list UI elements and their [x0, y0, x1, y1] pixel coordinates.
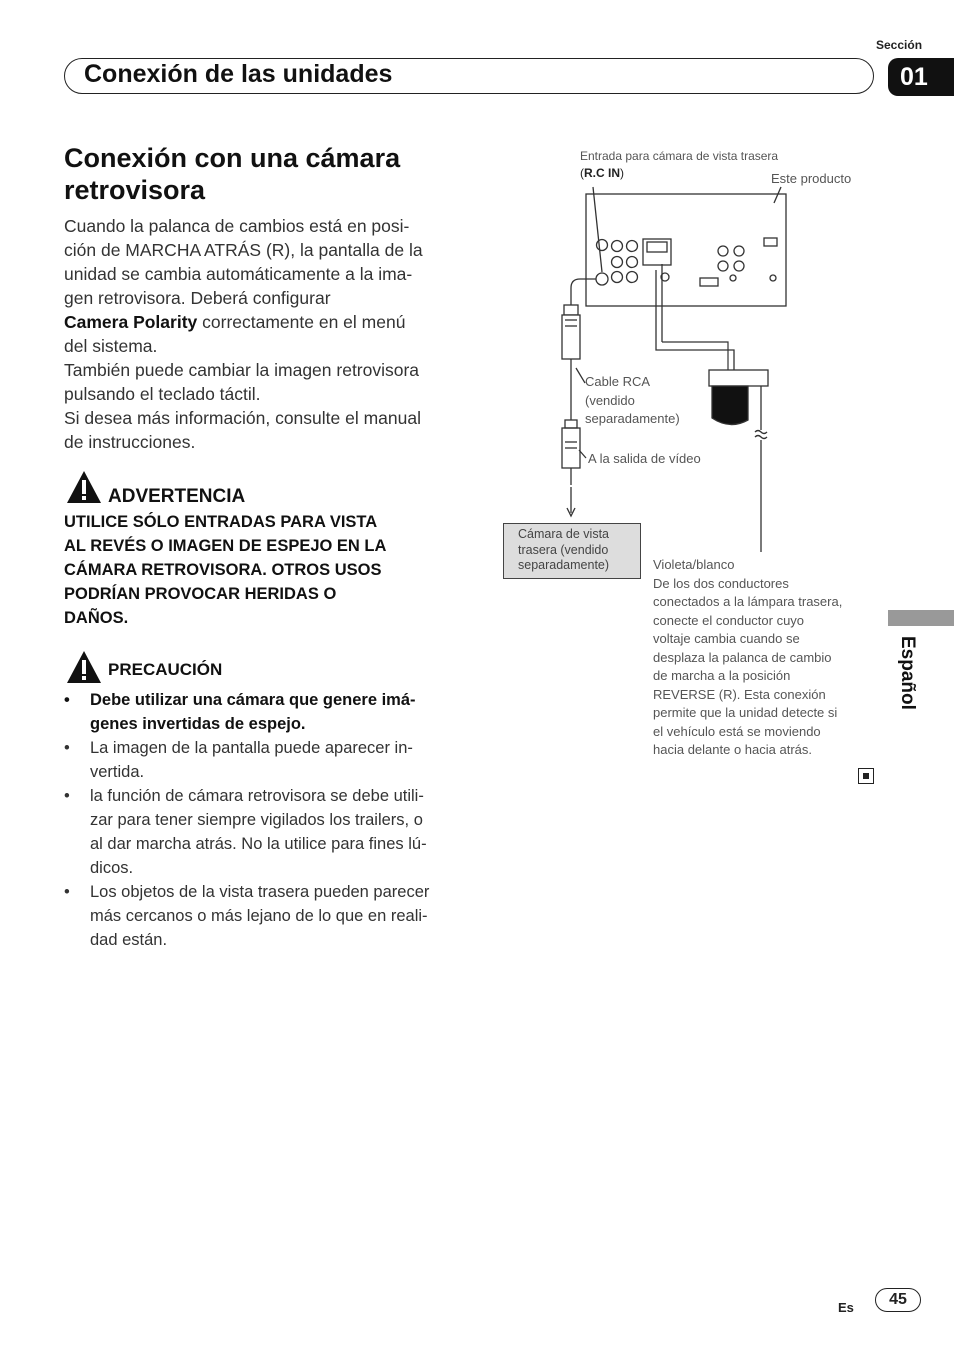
warning-line: UTILICE SÓLO ENTRADAS PARA VISTA: [64, 513, 378, 531]
caution-item: • La imagen de la pantalla puede aparecer in- vertida.: [64, 739, 413, 781]
intro-line: Cuando la palanca de cambios está en posi-: [64, 216, 410, 236]
intro-line: pulsando el teclado táctil.: [64, 384, 261, 404]
intro-line: [64, 310, 459, 334]
page-title: [64, 142, 464, 206]
page-number: 45: [875, 1288, 921, 1312]
end-mark-fill: [863, 773, 869, 779]
caution-title: PRECAUCIÓN: [108, 660, 223, 679]
intro-line: unidad se cambia automáticamente a la ima-: [64, 264, 413, 284]
intro-line: También puede cambiar la imagen retrovisora: [64, 360, 420, 380]
section-label: Sección: [876, 38, 923, 52]
video-output-label: A la salida de vídeo: [588, 451, 701, 466]
caution-list: [64, 688, 456, 952]
warning-line: AL REVÉS O IMAGEN DE ESPEJO EN LA: [64, 537, 387, 555]
language-label: Español: [897, 636, 918, 710]
intro-line: ción de MARCHA ATRÁS (R), la pantalla de la: [64, 240, 423, 260]
language-tab: [888, 610, 954, 626]
camera-label: Cámara de vista trasera (vendido separadamente): [518, 527, 610, 572]
intro-paragraph: [64, 214, 459, 454]
warning-line: PODRÍAN PROVOCAR HERIDAS O: [64, 585, 337, 603]
caution-icon: [66, 650, 102, 689]
caution-item: • Los objetos de la vista trasera pueden parecer más cercanos o más lejano de lo que en reali- dad están.: [64, 883, 430, 949]
intro-line: gen retrovisora. Deberá configurar: [64, 288, 331, 308]
product-label: Este producto: [771, 171, 852, 186]
warning-line: CÁMARA RETROVISORA. OTROS USOS: [64, 561, 382, 579]
intro-after-bold: correctamente en el menú: [197, 312, 406, 332]
intro-line: de instrucciones.: [64, 432, 196, 452]
rca-cable-label: Cable RCA (vendido separadamente): [585, 374, 680, 426]
rc-in-caption: Entrada para cámara de vista trasera: [580, 149, 779, 163]
intro-line: Si desea más información, consulte el manual: [64, 408, 421, 428]
warning-line: DAÑOS.: [64, 609, 129, 627]
section-number-tab: 01: [888, 58, 954, 96]
warning-icon: [66, 470, 102, 509]
warning-body: [64, 510, 459, 630]
footer-lang-code: Es: [838, 1300, 854, 1315]
header-title: Conexión de las unidades: [84, 60, 393, 88]
caution-item: • Debe utilizar una cámara que genere imá- genes invertidas de espejo.: [64, 691, 416, 733]
head-unit-panel: [586, 194, 786, 306]
wiring-diagram: [500, 140, 800, 580]
page-title-line-1: Conexión con una cámara: [64, 143, 401, 173]
camera-polarity-term: Camera Polarity: [64, 312, 198, 332]
warning-title: ADVERTENCIA: [108, 486, 246, 507]
violet-wire-note: Violeta/blanco De los dos conductores conectados a la lámpara trasera, conecte el conductor cuyo voltaje cambia cuando se desplaza la palanca de cambio de marcha a la posición REVERSE (R). Esta conexión permite que la unidad detecte si el vehículo está se moviendo hacia delante o hacia atrás.: [653, 557, 843, 757]
rc-in-code: R.C IN: [584, 166, 620, 180]
page-title-line-2: retrovisora: [64, 175, 206, 205]
rc-in-code-line: (R.C IN): [580, 166, 624, 180]
intro-line: del sistema.: [64, 336, 158, 356]
caution-item: • la función de cámara retrovisora se debe utili- zar para tener siempre vigilados los trailers, o al dar marcha atrás. No la utilice para fines lú- dicos.: [64, 787, 427, 877]
